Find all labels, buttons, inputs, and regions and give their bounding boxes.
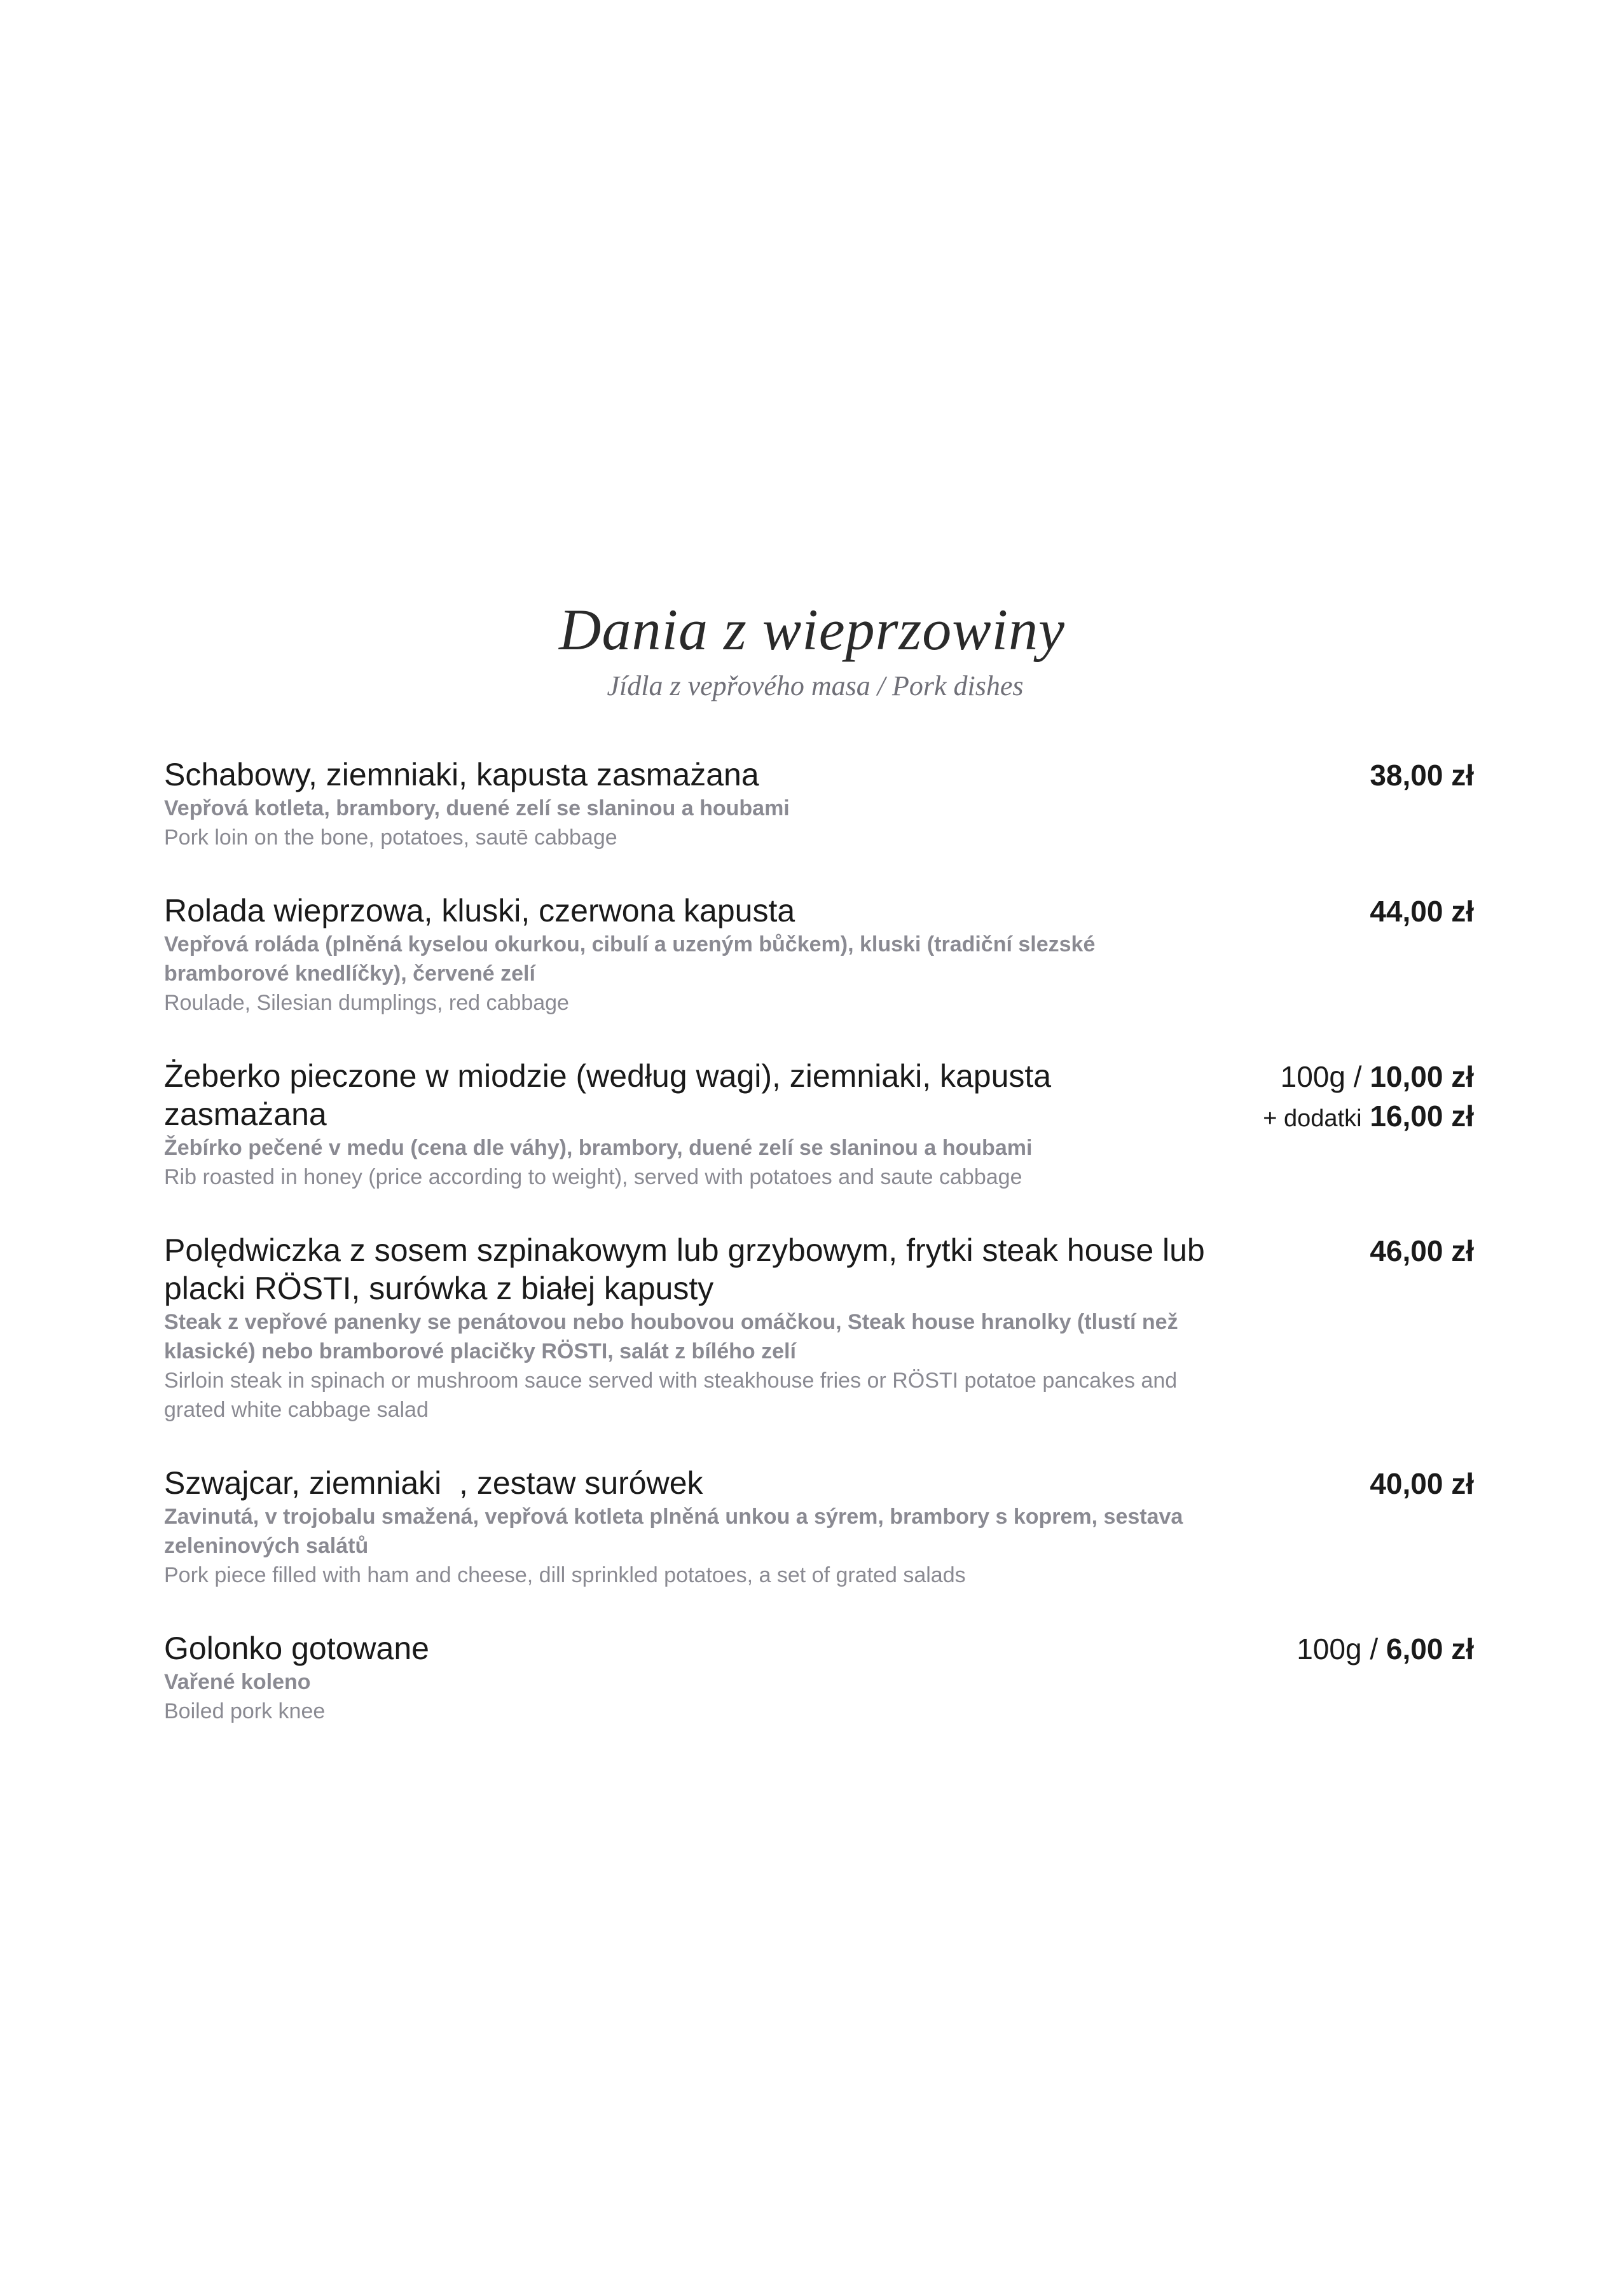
- menu-item-english-description: Pork loin on the bone, potatoes, sautē cabbage: [164, 825, 617, 850]
- menu-item: [164, 755, 1474, 852]
- menu-item-price: [1370, 755, 1474, 795]
- menu-item-czech-description: Vepřová roláda (plněná kyselou okurkou, cibulí a uzeným bůčkem), kluski (tradiční slezské bramborové knedlíčky), červené zelí: [164, 932, 1096, 986]
- menu-item-text: [164, 1464, 1207, 1590]
- menu-item-name: Szwajcar, ziemniaki , zestaw surówek: [164, 1465, 703, 1501]
- price-unit: 100g /: [1280, 1060, 1362, 1093]
- page-title: Dania z wieprzowiny: [559, 597, 1065, 662]
- menu-item-name: Polędwiczka z sosem szpinakowym lub grzybowym, frytki steak house lub placki RÖSTI, surówka z białej kapusty: [164, 1232, 1205, 1306]
- menu-item-price: [1370, 1231, 1474, 1271]
- menu-item-price: [1297, 1629, 1474, 1669]
- menu-item-english-description: Boiled pork knee: [164, 1699, 326, 1723]
- price-value: 40,00 zł: [1370, 1467, 1474, 1500]
- menu-item-name: Golonko gotowane: [164, 1631, 429, 1666]
- menu-list: [164, 755, 1474, 1765]
- menu-item-price: [1263, 1057, 1474, 1138]
- menu-item: [164, 1057, 1474, 1192]
- menu-item-price: [1370, 1464, 1474, 1503]
- menu-item: [164, 892, 1474, 1017]
- menu-item-czech-description: Vepřová kotleta, brambory, duené zelí se slaninou a houbami: [164, 796, 790, 820]
- menu-item-czech-description: Zavinutá, v trojobalu smažená, vepřová kotleta plněná unkou a sýrem, brambory s koprem, sestava zeleninových salátů: [164, 1505, 1183, 1558]
- menu-item: [164, 1231, 1474, 1424]
- menu-item-name: Rolada wieprzowa, kluski, czerwona kapusta: [164, 893, 795, 928]
- menu-item-english-description: Sirloin steak in spinach or mushroom sauce served with steakhouse fries or RÖSTI potatoe pancakes and grated white cabbage salad: [164, 1369, 1178, 1422]
- menu-item-czech-description: Žebírko pečené v medu (cena dle váhy), brambory, duené zelí se slaninou a houbami: [164, 1136, 1033, 1160]
- price-value: 38,00 zł: [1370, 759, 1474, 792]
- menu-item-text: [164, 1057, 1207, 1192]
- menu-item: [164, 1629, 1474, 1726]
- menu-item-price: [1370, 892, 1474, 931]
- price-unit: 100g /: [1297, 1632, 1379, 1666]
- price-value: 6,00 zł: [1386, 1632, 1474, 1666]
- menu-item-english-description: Roulade, Silesian dumplings, red cabbage: [164, 991, 569, 1015]
- menu-item-name: Żeberko pieczone w miodzie (według wagi), ziemniaki, kapusta zasmażana: [164, 1058, 1052, 1132]
- menu-item-czech-description: Steak z vepřové panenky se penátovou nebo houbovou omáčkou, Steak house hranolky (tlustí než klasické) nebo bramborové placičky RÖSTI, salát z bílého zelí: [164, 1310, 1178, 1363]
- extras-label: + dodatki: [1263, 1105, 1362, 1132]
- menu-item-english-description: Pork piece filled with ham and cheese, dill sprinkled potatoes, a set of grated salads: [164, 1563, 966, 1587]
- menu-item-czech-description: Vařené koleno: [164, 1670, 311, 1694]
- extras-price: 16,00 zł: [1370, 1100, 1474, 1133]
- menu-item-text: [164, 755, 1207, 852]
- price-value: 46,00 zł: [1370, 1234, 1474, 1267]
- menu-item-english-description: Rib roasted in honey (price according to weight), served with potatoes and saute cabbage: [164, 1165, 1022, 1189]
- menu-item-text: [164, 1231, 1207, 1424]
- menu-item: [164, 1464, 1474, 1590]
- menu-item-text: [164, 892, 1207, 1017]
- price-value: 44,00 zł: [1370, 895, 1474, 928]
- price-value: 10,00 zł: [1370, 1060, 1474, 1093]
- menu-header: [0, 598, 1624, 702]
- menu-item-text: [164, 1629, 1207, 1726]
- menu-item-name: Schabowy, ziemniaki, kapusta zasmażana: [164, 757, 759, 792]
- page-subtitle: Jídla z vepřového masa / Pork dishes: [607, 670, 1024, 702]
